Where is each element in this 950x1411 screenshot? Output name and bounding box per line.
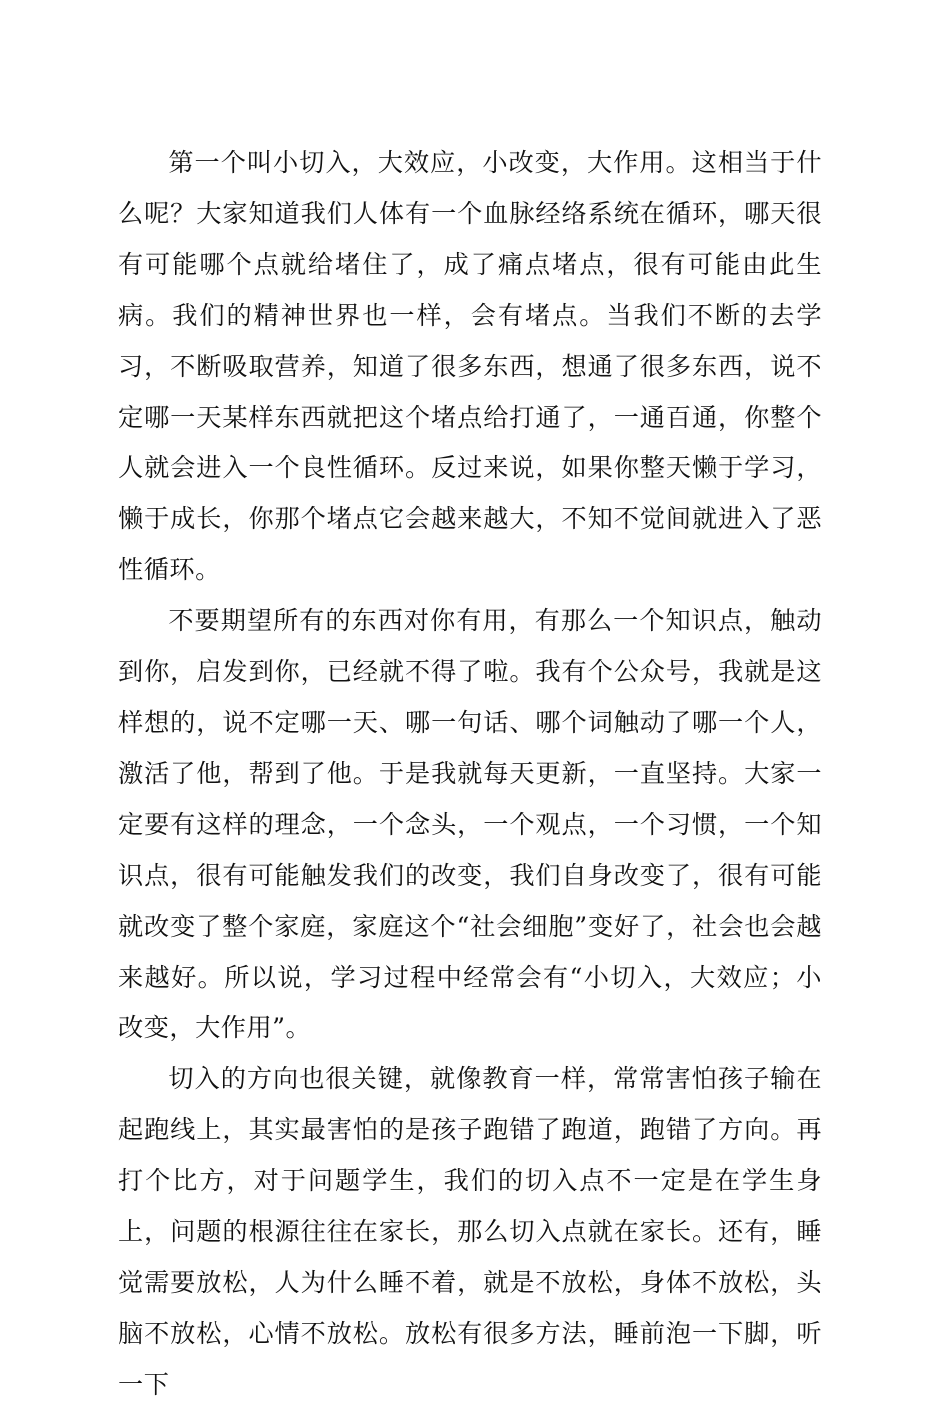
document-body xyxy=(118,138,822,1411)
paragraph-1: 第一个叫小切入，大效应，小改变，大作用。这相当于什么呢？大家知道我们人体有一个血脉经络系统在循环，哪天很有可能哪个点就给堵住了，成了痛点堵点，很有可能由此生病。我们的精神世界也一样，会有堵点。当我们不断的去学习，不断吸取营养，知道了很多东西，想通了很多东西，说不定哪一天某样东西就把这个堵点给打通了，一通百通，你整个人就会进入一个良性循环。反过来说，如果你整天懒于学习，懒于成长，你那个堵点它会越来越大，不知不觉间就进入了恶性循环。 xyxy=(118,148,822,585)
paragraph-3: 切入的方向也很关键，就像教育一样，常常害怕孩子输在起跑线上，其实最害怕的是孩子跑错了跑道，跑错了方向。再打个比方，对于问题学生，我们的切入点不一定是在学生身上，问题的根源往往在家长，那么切入点就在家长。还有，睡觉需要放松，人为什么睡不着，就是不放松，身体不放松，头脑不放松，心情不放松。放松有很多方法，睡前泡一下脚，听一下 xyxy=(118,1064,822,1399)
paragraph-2: 不要期望所有的东西对你有用，有那么一个知识点，触动到你，启发到你，已经就不得了啦。我有个公众号，我就是这样想的，说不定哪一天、哪一句话、哪个词触动了哪一个人，激活了他，帮到了他。于是我就每天更新，一直坚持。大家一定要有这样的理念，一个念头，一个观点，一个习惯，一个知识点，很有可能触发我们的改变，我们自身改变了，很有可能就改变了整个家庭，家庭这个“社会细胞”变好了，社会也会越来越好。所以说，学习过程中经常会有“小切入，大效应；小改变，大作用”。 xyxy=(118,606,822,1043)
